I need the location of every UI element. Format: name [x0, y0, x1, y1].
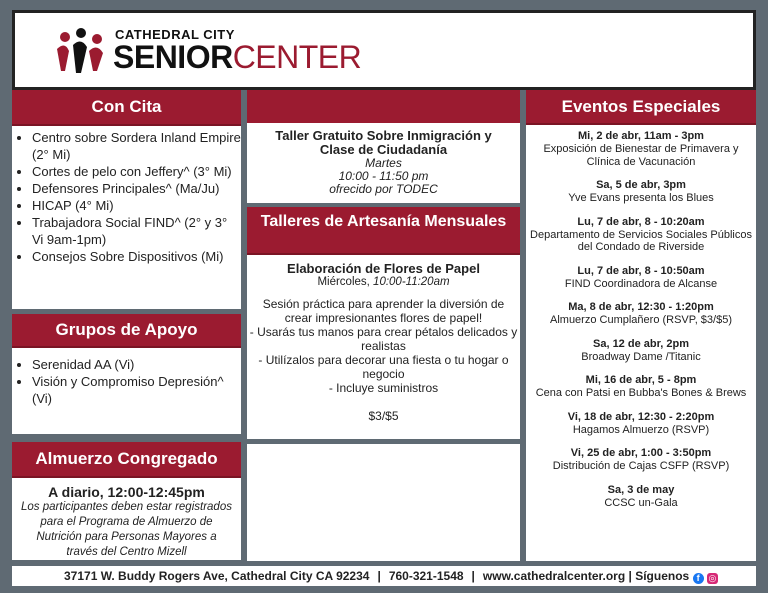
- header-banner: [12, 10, 756, 90]
- talleres-price: $3/$5: [368, 409, 399, 423]
- footer-bar: [12, 566, 756, 586]
- talleres-activity: Elaboración de Flores de Papel: [287, 261, 480, 276]
- event-date: Vi, 25 de abr, 1:00 - 3:50pm: [570, 447, 712, 459]
- event-name: Yve Evans presenta los Blues: [568, 192, 714, 204]
- list-item: • Cortes de pelo con Jeffery^ (3° Mi): [32, 163, 241, 180]
- event-name: Almuerzo Cumplañero (RSVP, $3/$5): [550, 314, 732, 326]
- event-item: [526, 338, 756, 364]
- talleres-desc-line: - Usarás tus manos para crear pétalos delicados y realistas: [249, 325, 518, 353]
- event-date: Sa, 12 de abr, 2pm: [593, 337, 689, 350]
- footer-website-link[interactable]: www.cathedralcenter.org: [482, 569, 626, 583]
- con-cita-panel: [12, 90, 241, 309]
- taller-title: Taller Gratuito Sobre Inmigración y Clase de Ciudadanía: [275, 128, 492, 157]
- footer-follow-label: | Síguenos: [628, 569, 690, 583]
- taller-time: 10:00 - 11:50 pm: [338, 169, 429, 183]
- eventos-especiales-panel: [526, 90, 756, 561]
- event-item: [526, 130, 756, 168]
- event-name: CCSC un-Gala: [604, 496, 678, 509]
- taller-day: Martes: [365, 156, 402, 170]
- grupos-de-apoyo-panel: [12, 314, 241, 434]
- almuerzo-title: Almuerzo Congregado: [12, 442, 241, 478]
- event-item: [526, 447, 756, 473]
- instagram-icon[interactable]: ◎: [708, 573, 717, 583]
- talleres-title: Talleres de Artesanía Mensuales: [247, 207, 520, 255]
- brand-word-center: CENTER: [232, 39, 362, 75]
- event-name: Distribución de Cajas CSFP (RSVP): [552, 460, 730, 472]
- grupos-list: [12, 348, 241, 407]
- con-cita-title: Con Cita: [12, 90, 241, 126]
- footer-separator: |: [471, 569, 475, 583]
- taller-header-strip: [247, 90, 520, 123]
- grupos-title: Grupos de Apoyo: [12, 314, 241, 348]
- talleres-artesania-panel: [247, 207, 520, 439]
- event-name: Cena con Patsi en Bubba's Bones & Brews: [535, 387, 747, 399]
- event-name: FIND Coordinadora de Alcanse: [564, 277, 718, 290]
- event-item: [526, 374, 756, 400]
- talleres-desc-line: - Utilízalos para decorar una fiesta o tu hogar o negocio: [258, 353, 509, 381]
- list-item: • Centro sobre Sordera Inland Empire (2° Mi): [32, 129, 241, 163]
- almuerzo-note: Los participantes deben estar registrados para el Programa de Almuerzo de Nutrición para Personas Mayores a través del Centro Mizell: [21, 501, 232, 558]
- almuerzo-time: A diario, 12:00-12:45pm: [48, 484, 205, 500]
- talleres-day: Miércoles,: [317, 276, 374, 288]
- event-date: Lu, 7 de abr, 8 - 10:50am: [577, 264, 705, 277]
- list-item: • Defensores Principales^ (Ma/Ju): [32, 180, 241, 197]
- empty-panel: [247, 444, 520, 561]
- event-item: [526, 265, 756, 291]
- footer-phone[interactable]: 760-321-1548: [388, 569, 464, 583]
- event-name: Departamento de Servicios Sociales Públicos del Condado de Riverside: [530, 228, 752, 253]
- event-date: Sa, 5 de abr, 3pm: [596, 179, 686, 191]
- event-name: Hagamos Almuerzo (RSVP): [572, 423, 710, 436]
- list-item: • Consejos Sobre Dispositivos (Mi): [32, 248, 241, 265]
- list-item: • Trabajadora Social FIND^ (2° y 3° Vi 9am-1pm): [32, 214, 241, 248]
- event-date: Vi, 18 de abr, 12:30 - 2:20pm: [567, 410, 715, 423]
- event-date: Sa, 3 de may: [607, 483, 675, 496]
- event-item: [526, 216, 756, 254]
- con-cita-list: [12, 126, 241, 265]
- event-item: [526, 484, 756, 510]
- talleres-time: 10:00-11:20am: [373, 276, 450, 288]
- event-name: Exposición de Bienestar de Primavera y Clínica de Vacunación: [543, 143, 739, 168]
- event-item: [526, 301, 756, 327]
- event-item: [526, 179, 756, 205]
- event-date: Mi, 16 de abr, 5 - 8pm: [585, 374, 697, 386]
- talleres-schedule: [247, 276, 520, 288]
- list-item: • HICAP (4° Mi): [32, 197, 241, 214]
- list-item: • Visión y Compromiso Depresión^ (Vi): [32, 373, 241, 407]
- taller-inmigracion-panel: [247, 90, 520, 203]
- event-name: Broadway Dame /Titanic: [581, 350, 701, 363]
- senior-center-logo-icon: [51, 27, 111, 77]
- talleres-desc-line: Sesión práctica para aprender la diversión de crear impresionantes flores de papel!: [262, 297, 505, 325]
- almuerzo-congregado-panel: [12, 442, 241, 560]
- event-date: Mi, 2 de abr, 11am - 3pm: [578, 130, 704, 142]
- talleres-description: [247, 297, 520, 395]
- brand-name: [113, 40, 361, 74]
- talleres-desc-line: - Incluye suministros: [328, 381, 439, 395]
- footer-separator: |: [377, 569, 381, 583]
- event-item: [526, 411, 756, 437]
- taller-by: ofrecido por TODEC: [329, 182, 438, 196]
- event-date: Lu, 7 de abr, 8 - 10:20am: [577, 215, 705, 228]
- brand-top-text: CATHEDRAL CITY: [115, 27, 235, 42]
- event-date: Ma, 8 de abr, 12:30 - 1:20pm: [568, 301, 714, 313]
- eventos-title: Eventos Especiales: [526, 90, 756, 125]
- footer-address: 37171 W. Buddy Rogers Ave, Cathedral City CA 92234: [64, 569, 370, 583]
- list-item: • Serenidad AA (Vi): [32, 356, 241, 373]
- brand-word-senior: SENIOR: [113, 39, 233, 75]
- facebook-icon[interactable]: f: [693, 573, 704, 584]
